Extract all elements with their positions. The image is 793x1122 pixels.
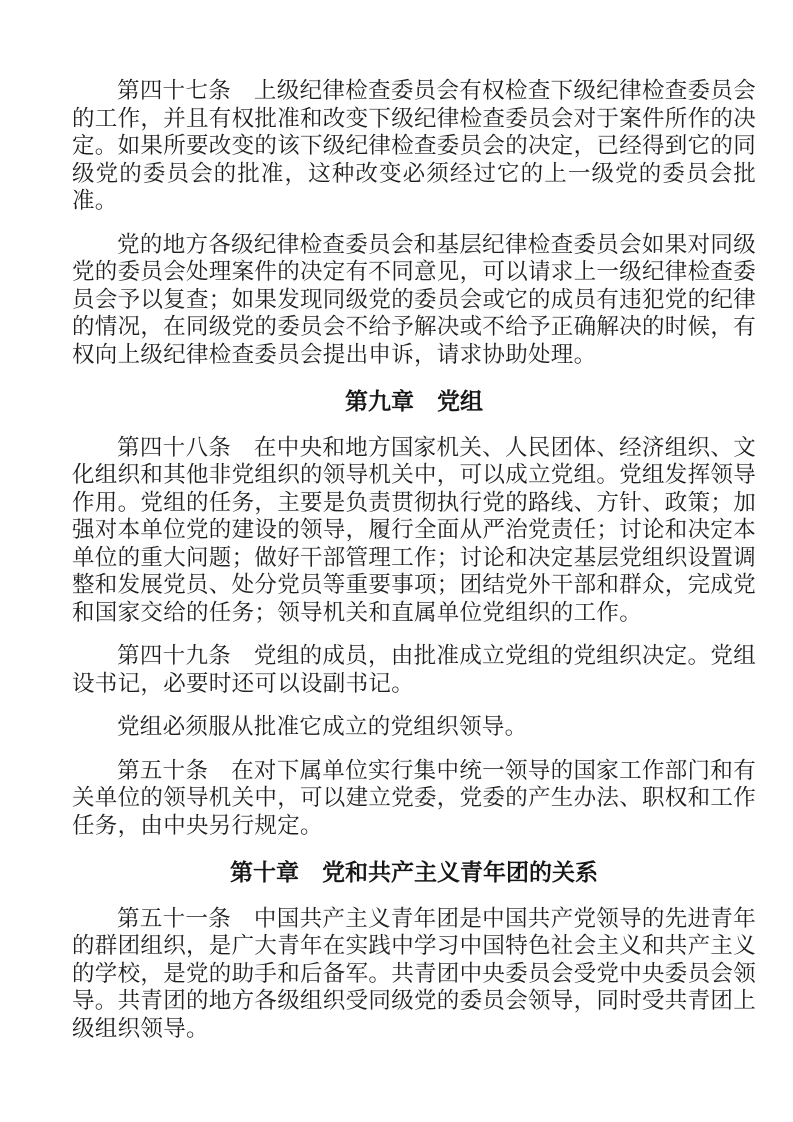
paragraph-article-51: 第五十一条 中国共产主义青年团是中国共产党领导的先进青年的群团组织，是广大青年在实践中学习中国特色社会主义和共产主义的学校，是党的助手和后备军。共青团中央委员会受党中央委员会领导。共青团的地方各级组织受同级党的委员会领导，同时受共青团上级组织领导。 xyxy=(72,905,757,1041)
paragraph-article-49-leadership: 党组必须服从批准它成立的党组织领导。 xyxy=(117,714,528,739)
paragraph-article-48: 第四十八条 在中央和地方国家机关、人民团体、经济组织、文化组织和其他非党组织的领导机关中，可以成立党组。党组发挥领导作用。党组的任务，主要是负责贯彻执行党的路线、方针、政策；加强对本单位党的建设的领导，履行全面从严治党责任；讨论和决定本单位的重大问题；做好干部管理工作；讨论和决定基层党组织设置调整和发展党员、处分党员等重要事项；团结党外干部和群众，完成党和国家交给的任务；领导机关和直属单位党组织的工作。 xyxy=(72,434,757,625)
chapter-9-heading: 第九章 党组 xyxy=(345,388,483,414)
paragraph-article-47-appeals: 党的地方各级纪律检查委员会和基层纪律检查委员会如果对同级党的委员会处理案件的决定有不同意见，可以请求上一级纪律检查委员会予以复查；如果发现同级党的委员会或它的成员有违犯党的纪律的情况，在同级党的委员会不给予解决或不给予正确解决的时候，有权向上级纪律检查委员会提出申诉，请求协助处理。 xyxy=(72,231,757,367)
paragraph-article-50: 第五十条 在对下属单位实行集中统一领导的国家工作部门和有关单位的领导机关中，可以建立党委，党委的产生办法、职权和工作任务，由中央另行规定。 xyxy=(72,757,757,838)
chapter-10-heading: 第十章 党和共产主义青年团的关系 xyxy=(230,859,598,885)
paragraph-article-47: 第四十七条 上级纪律检查委员会有权检查下级纪律检查委员会的工作，并且有权批准和改变下级纪律检查委员会对于案件所作的决定。如果所要改变的该下级纪律检查委员会的决定，已经得到它的同级党的委员会的批准，这种改变必须经过它的上一级党的委员会批准。 xyxy=(72,78,757,213)
paragraph-article-49: 第四十九条 党组的成员，由批准成立党组的党组织决定。党组设书记，必要时还可以设副书记。 xyxy=(72,643,756,696)
